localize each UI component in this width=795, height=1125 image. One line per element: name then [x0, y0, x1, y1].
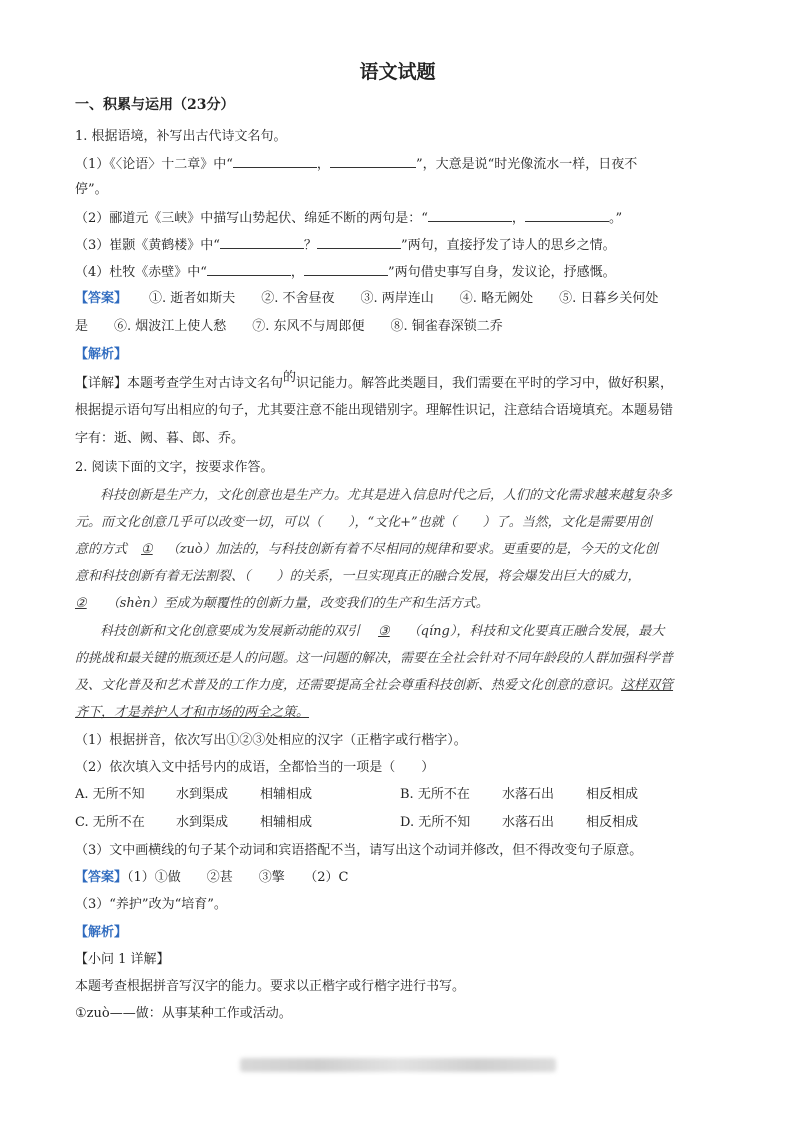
option-text: D. 无所不知 — [400, 815, 471, 830]
blurred-footer — [240, 1058, 556, 1072]
q1-part1-suffix: ”，大意是说“时光像流水一样，日夜不 — [415, 157, 638, 172]
q1-answers-2: 是 ⑥. 烟波江上使人愁 ⑦. 东风不与周郎便 ⑧. 铜雀春深锁二乔 — [75, 319, 503, 334]
q1-detail-line3: 字有：逝、阙、暮、郎、乔。 — [75, 431, 245, 446]
blank — [220, 236, 304, 249]
option-text: 水到渠成 — [176, 787, 229, 802]
q2-answer-text: （1）①做 ②甚 ③擎 （2）C — [127, 870, 349, 885]
comma: ， — [511, 211, 525, 226]
analysis-label: 【解析】 — [75, 347, 128, 362]
q1-part3-suffix: ”两句，直接抒发了诗人的思乡之情。 — [400, 238, 616, 253]
underlined-sentence: 齐下，才是养护人才和市场的两全之策。 — [75, 705, 310, 720]
q2-sub3: （3）文中画横线的句子某个动词和宾语搭配不当，请写出这个动词并修改，但不得改变句子原意。 — [75, 843, 643, 858]
page-title: 语文试题 — [359, 61, 436, 83]
option-text: A. 无所不知 — [75, 787, 145, 802]
q1-part1 — [75, 155, 637, 174]
blank — [304, 263, 388, 276]
q1-part3 — [75, 236, 616, 255]
blank — [317, 236, 401, 249]
passage-text: 科技创新和文化创意要成为发展新动能的双引 — [100, 624, 361, 639]
option-text: C. 无所不在 — [75, 815, 145, 830]
blank — [428, 209, 512, 222]
q2-answer-line1 — [75, 869, 349, 887]
passage-line — [75, 677, 673, 695]
option-text: 水落石出 — [502, 787, 555, 802]
passage-text: （qíng），科技和文化要真正融合发展，最大 — [407, 624, 665, 639]
q1-detail-line2: 根据提示语句写出相应的句子，尤其要注意不能出现错别字。理解性识记，注意结合语境填充。本题易错 — [75, 403, 674, 418]
comma: ， — [290, 265, 304, 280]
passage-line: 的挑战和最关键的瓶颈还是人的问题。这一问题的解决，需要在全社会针对不同年龄段的人群加强科学普 — [75, 651, 674, 666]
answer-label: 【答案】 — [75, 870, 128, 885]
explanation-line: 本题考查根据拼音写汉字的能力。要求以正楷字或行楷字进行书写。 — [75, 979, 466, 994]
passage-text: （shèn）至成为颠覆性的创新力量，改变我们的生产和生活方式。 — [106, 596, 489, 611]
q1-part1-cont: 停”。 — [75, 182, 108, 197]
q1-part2-prefix: （2）郦道元《三峡》中描写山势起伏、绵延不断的两句是：“ — [75, 211, 428, 226]
passage-line — [75, 541, 658, 559]
option-text: 水落石出 — [502, 815, 555, 830]
q2-stem: 2. 阅读下面的文字，按要求作答。 — [75, 460, 274, 475]
section-heading: 一、积累与运用（23分） — [75, 97, 235, 113]
q1-answers-1: ①. 逝者如斯夫 ②. 不舍昼夜 ③. 两岸连山 ④. 略无阙处 ⑤. 日暮乡关何处 — [149, 291, 659, 306]
small-question-heading: 【小问 1 详解】 — [75, 952, 170, 967]
explanation-line: ①zuò——做：从事某种工作或活动。 — [75, 1006, 292, 1021]
q1-part4 — [75, 263, 616, 282]
passage-text: 及、文化普及和艺术普及的工作力度，还需要提高全社会尊重科技创新、热爱文化创意的意识。 — [75, 678, 622, 693]
option-text: 相反相成 — [586, 815, 639, 830]
option-text: 相反相成 — [586, 787, 639, 802]
q1-part1-prefix: （1）《〈论语〉十二章》中“ — [75, 157, 233, 172]
analysis-label: 【解析】 — [75, 925, 128, 940]
option-text: 水到渠成 — [176, 815, 229, 830]
question-mark: ？ — [303, 238, 317, 253]
option-text: B. 无所不在 — [400, 787, 470, 802]
blank — [330, 155, 416, 168]
blank-marker-2: ② — [75, 596, 87, 611]
q1-part4-suffix: ”两句借史事写自身，发议论，抒感慨。 — [387, 265, 616, 280]
passage-text: 意的方式 — [75, 542, 128, 557]
q2-sub2: （2）依次填入文中括号内的成语，全都恰当的一项是（ ） — [75, 760, 435, 775]
detail-text-b: 识记能力。解答此类题目，我们需要在平时的学习中，做好积累， — [296, 376, 674, 391]
option-text: 相辅相成 — [260, 787, 313, 802]
q1-part2-suffix: 。” — [608, 211, 623, 226]
q1-stem: 1. 根据语境，补写出古代诗文名句。 — [75, 129, 287, 144]
passage-text: （zuò）加法的，与科技创新有着不尽相同的规律和要求。更重要的是，今天的文化创 — [166, 542, 658, 557]
option-text: 相辅相成 — [260, 815, 313, 830]
passage-line: 科技创新是生产力，文化创意也是生产力。尤其是进入信息时代之后，人们的文化需求越来越复杂多 — [100, 488, 673, 503]
q2-answer-line2: （3）“养护”改为“培育”。 — [75, 897, 227, 912]
q1-detail-line1 — [75, 370, 674, 393]
blank — [525, 209, 609, 222]
passage-line: 意和科技创新有着无法割裂、（ ）的关系，一旦实现真正的融合发展，将会爆发出巨大的威力， — [75, 569, 641, 584]
q2-sub1: （1）根据拼音，依次写出①②③处相应的汉字（正楷字或行楷字）。 — [75, 733, 467, 748]
passage-line: 元。而文化创意几乎可以改变一切，可以（ ），“文化+”也就（ ）了。当然，文化是需要用创 — [75, 515, 652, 530]
q1-answer-line1 — [75, 290, 658, 308]
q1-part4-prefix: （4）杜牧《赤壁》中“ — [75, 265, 207, 280]
blank-marker-3: ③ — [378, 624, 390, 639]
blank-marker-1: ① — [141, 542, 153, 557]
blank — [233, 155, 317, 168]
blank — [207, 263, 291, 276]
detail-text-a: 【详解】本题考查学生对古诗文名句 — [75, 376, 284, 391]
passage-line — [75, 595, 489, 613]
comma: ， — [316, 157, 330, 172]
passage-line — [100, 623, 664, 641]
q1-part3-prefix: （3）崔颢《黄鹤楼》中“ — [75, 238, 220, 253]
detail-superscript: 的 — [283, 370, 297, 385]
underlined-sentence: 这样双管 — [621, 678, 674, 693]
answer-label: 【答案】 — [75, 291, 128, 306]
q1-part2 — [75, 209, 622, 228]
